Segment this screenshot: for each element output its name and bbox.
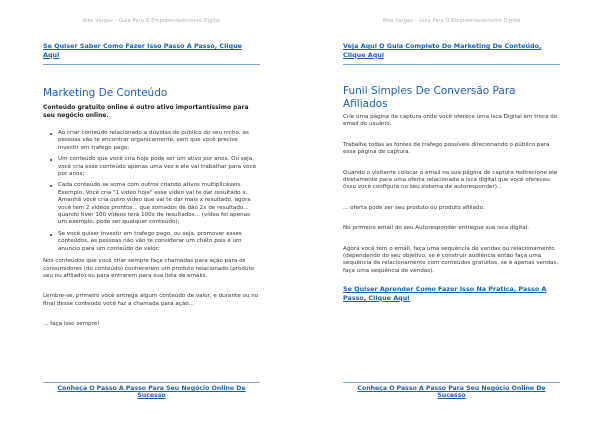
right-page [300, 0, 600, 424]
page-header: Alex Vargas – Guia Para O Empreendedorismo Digital [82, 18, 221, 24]
section-title: Marketing De Conteúdo [43, 87, 168, 99]
body-paragraph: ... oferta pode ser seu produto ou produto afiliado. [343, 204, 485, 211]
section-title: Funil Simples De Conversão Para Afiliados [343, 85, 516, 110]
page-footer [43, 382, 260, 399]
full-guide-link[interactable]: Veja Aqui O Guia Completo Do Marketing De Conteúdo, Clique Aqui [343, 42, 542, 59]
footer-link[interactable]: Conheça O Passo A Passo Para Seu Negócio Online De Sucesso [57, 385, 246, 399]
divider [43, 64, 260, 65]
footer-link[interactable]: Conheça O Passo A Passo Para Seu Negócio Online De Sucesso [357, 385, 546, 399]
list-item: Se você quiser investir em trafego pago, ou seja, promover esses conteúdos, as pessoas não vão te considerar um chato pois é um anuncio para um conteúdo de valor; [58, 231, 260, 253]
practice-link[interactable]: Se Quiser Aprender Como Fazer Isso Na Pratica, Passo A Passo, Clique Aqui [343, 285, 547, 302]
benefits-list [43, 130, 260, 253]
footer-divider [343, 382, 560, 383]
page-header: Alex Vargas – Guia Para O Empreendedorismo Digital [382, 18, 521, 24]
list-item: Ao criar conteúdo relacionado a dúvidas do público do seu nicho, as pessoas vão te encontrar organicamente, sem que você precise investir em trafego pago; [58, 130, 260, 152]
list-item: Cada conteúdo se soma com outros criando ativos multiplicáveis. Exemplo: Você cria "1 vídeo hoje" esse vídeo vai te dar resultado x. Amanhã você cria outro vídeo que vai te dar mais x resultado, agora você tem 2 vídeos prontos... que somados de dão 2x de resultado... quando tiver 100 vídeos terá 100x de resultados... (vídeo foi apenas um exemplo, pode ser qualquer conteúdo); [58, 182, 260, 226]
body-paragraph: ... faça isso sempre! [43, 321, 100, 328]
body-paragraph: Crie uma página de captura onde você oferece uma Isca Digital em troca do email do usuário. [343, 114, 558, 128]
body-paragraph: Trabalhe todas as fontes de trafego possíveis direcionando o público para essa página de captura. [343, 141, 550, 156]
body-paragraph: Lembre-se, primeiro você entrega algum conteúdo de valor, e durante ou no final desse conteúdo você faz a chamada para ação... [43, 293, 259, 307]
body-paragraph: No primeiro email do seu Autoresponder entregue sua isca digital. [343, 225, 530, 232]
lead-text: Conteúdo gratuito online é outro ativo importantíssimo para seu negócio online. [43, 104, 249, 119]
list-item: Um conteúdo que você cria hoje pode ser um ativo por anos. Ou seja, você cria esse conteúdo apenas uma vez e ele vai trabalhar para você por anos; [58, 156, 260, 178]
body-paragraph: Nos conteúdos que você criar sempre faça chamadas para ação para os consumidores (do conteúdo) conhecerem um produto relacionado (produto seu ou afiliado) ou para entrarem para sua lista de emails. [43, 258, 255, 279]
divider [343, 64, 560, 65]
page-footer [343, 382, 560, 399]
footer-divider [43, 382, 260, 383]
body-paragraph: Agora você tem o email, faça uma sequência de vendas ou relacionamento (dependendo do seu objetivo, se é construir audiência então faça uma sequência de relacionamento com conteúdos gratuitos, se é apenas vendas, faça uma sequência de vendas). [343, 245, 559, 274]
body-paragraph: Quando o visitante colocar o email na sua página de captura redirecione ele diretamente para uma oferta relacionada a isca digital que você ofereceu (isso você configura no seu sistema de autoresponder)... [343, 169, 558, 191]
how-to-link[interactable]: Se Quiser Saber Como Fazer Isso Passo A Passo, Clique Aqui [43, 42, 242, 59]
